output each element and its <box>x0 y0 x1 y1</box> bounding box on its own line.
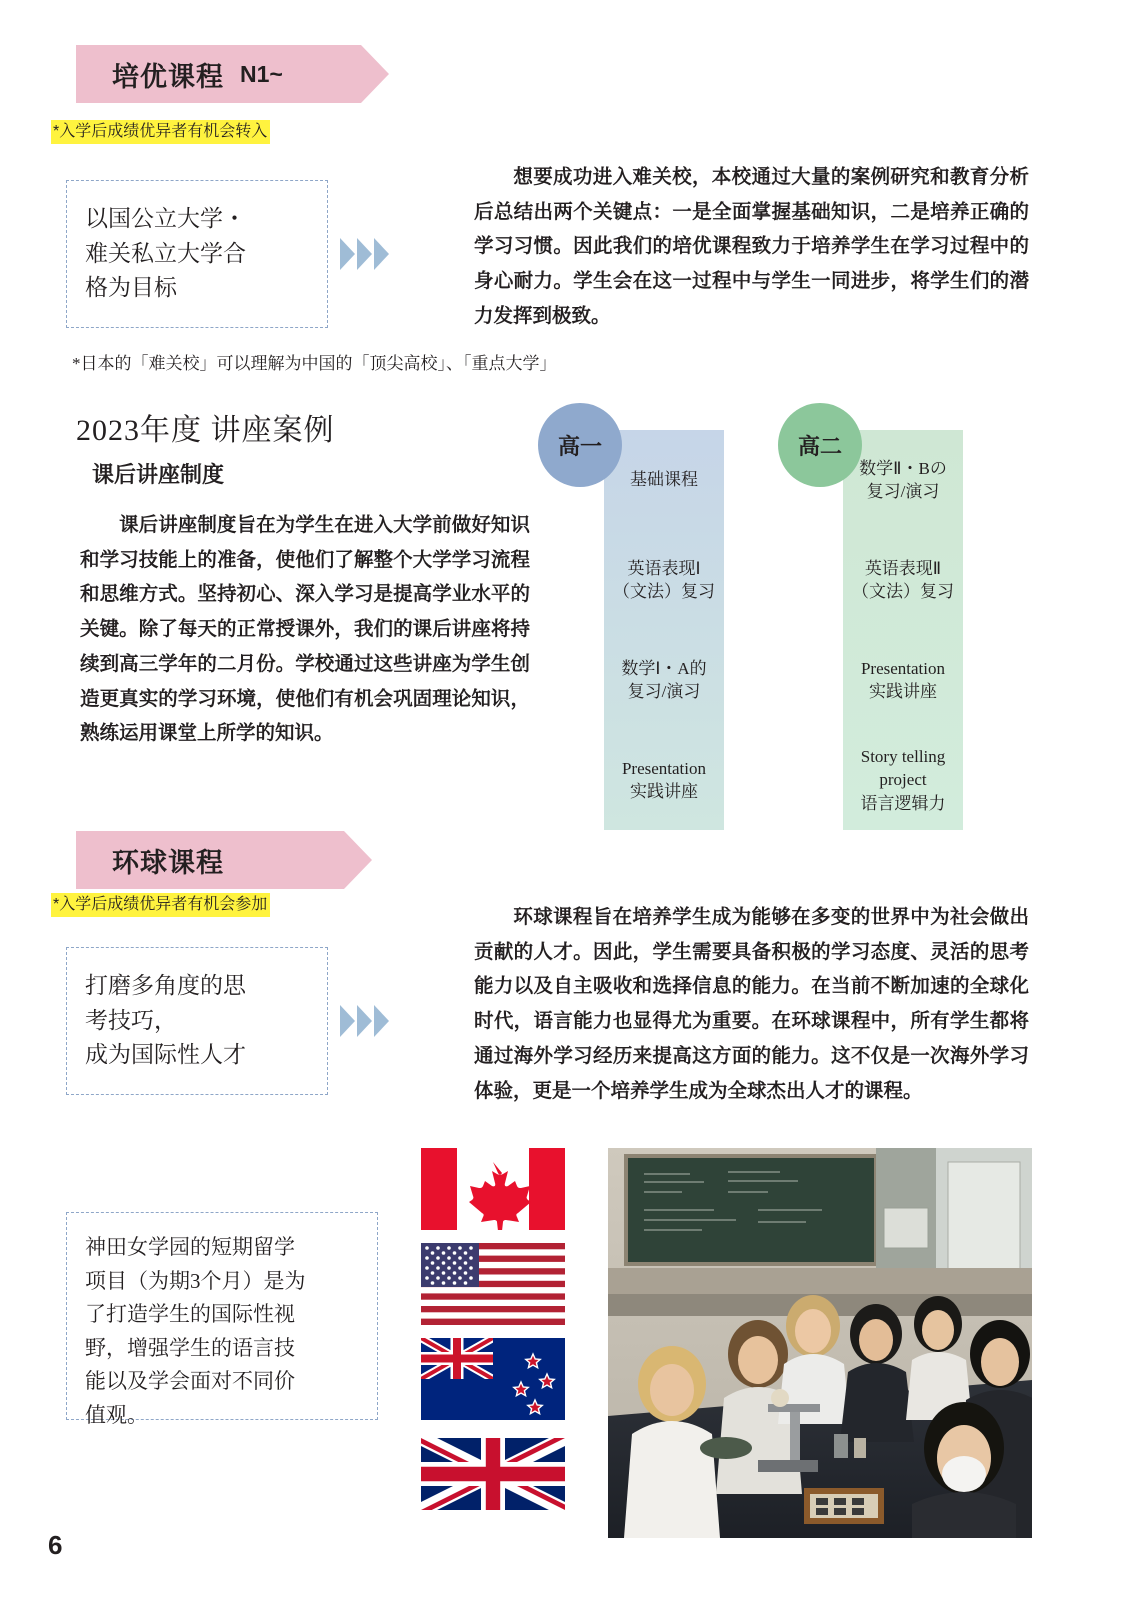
study-abroad-note-box <box>66 1212 378 1427</box>
photo-illustration <box>608 1148 1032 1538</box>
grade-cell-text-2: 复习/演习 <box>866 482 940 501</box>
banner-title: 培优课程 <box>112 61 224 92</box>
banner-title: 环球课程 <box>112 847 224 878</box>
grade-cell <box>604 430 724 530</box>
note-line-4: 野，增强学生的语言技 <box>85 1335 295 1360</box>
grade-cell-text-2: 实践讲座 <box>869 682 937 701</box>
note-line-1: 神田女学园的短期留学 <box>85 1235 295 1259</box>
grade-cell-text-2: （文法）复习 <box>852 582 954 601</box>
grade-badge-label: 高二 <box>797 433 842 459</box>
paragraph-lecture <box>80 508 530 751</box>
goal-box-global <box>66 947 328 1095</box>
grade-cell <box>843 730 963 830</box>
chevron-icon <box>357 238 372 270</box>
highlight-note-global: *入学后成绩优异者有机会参加 <box>51 893 270 917</box>
highlight-note-advanced: *入学后成绩优异者有机会转入 <box>51 120 270 144</box>
goal-line-1: 打磨多角度的思 <box>85 972 246 998</box>
goal-line-2: 考技巧， <box>85 1007 177 1033</box>
grade-cell-text: 英语表现Ⅱ <box>864 558 942 578</box>
lecture-subheading: 课后讲座制度 <box>92 462 225 487</box>
grade-cell-text: 英语表现Ⅰ <box>627 558 701 578</box>
note-line-6: 值观。 <box>85 1402 148 1427</box>
grade-cell-text: Presentation <box>860 658 946 678</box>
classroom-photo <box>608 1148 1032 1538</box>
paragraph-text: 课后讲座制度旨在为学生在进入大学前做好知识和学习技能上的准备，使他们了解整个大学学习流程和思维方式。坚持初心、深入学习是提高学业水平的关键。除了每天的正常授课外，我们的课后讲座将持续到高三学年的二月份。学校通过这些讲座为学生创造更真实的学习环境，使他们有机会巩固理论知识，熟练运用课堂上所学的知识。 <box>80 514 530 745</box>
grade-column-2 <box>843 430 963 830</box>
chevron-icon <box>340 238 355 270</box>
grade-cell-text: 数学Ⅱ・Bの <box>859 458 947 478</box>
grade-cell-text-2: 实践讲座 <box>630 782 698 801</box>
grade-badge-1 <box>538 403 622 487</box>
grade-badge-2 <box>778 403 862 487</box>
grade-cell <box>604 530 724 630</box>
goal-line-1: 以国公立大学・ <box>85 205 246 231</box>
paragraph-global-course <box>474 900 1029 1108</box>
note-line-5: 能以及学会面对不同价 <box>85 1369 295 1394</box>
grade-cell-text: 数学Ⅰ・A的 <box>621 658 707 678</box>
section-banner-advanced <box>76 45 361 103</box>
goal-line-2: 难关私立大学合 <box>85 240 246 266</box>
grade-cell-text: Story telling <box>860 746 946 766</box>
chevron-icon <box>374 1005 389 1037</box>
section-banner-global <box>76 831 344 889</box>
chevron-icon <box>374 238 389 270</box>
grade-cell-text: 基础课程 <box>630 470 698 490</box>
grade-cell <box>604 730 724 830</box>
paragraph-text: 环球课程旨在培养学生成为能够在多变的世界中为社会做出贡献的人才。因此，学生需要具备积极的学习态度、灵活的思考能力以及自主吸收和选择信息的能力。在当前不断加速的全球化时代，语言能力也显得尤为重要。在环球课程中，所有学生都将通过海外学习经历来提高这方面的能力。这不仅是一次海外学习体验，更是一个培养学生成为全球杰出人才的课程。 <box>474 906 1029 1102</box>
grade-cell <box>604 630 724 730</box>
grade-badge-label: 高一 <box>557 433 602 459</box>
goal-line-3: 格为目标 <box>85 275 177 301</box>
lecture-heading: 2023年度 讲座案例 <box>76 414 335 447</box>
grade-cell-text: Presentation <box>621 758 707 778</box>
chevron-icon <box>340 1005 355 1037</box>
chevron-arrows-advanced <box>340 238 389 270</box>
page-number: 6 <box>48 1530 63 1560</box>
grade-column-1 <box>604 430 724 830</box>
grade-cell <box>843 630 963 730</box>
paragraph-text: 想要成功进入难关校，本校通过大量的案例研究和教育分析后总结出两个关键点：一是全面掌握基础知识，二是培养正确的学习习惯。因此我们的培优课程致力于培养学生在学习过程中的身心耐力。学生会在这一过程中与学生一同进步，将学生们的潜力发挥到极致。 <box>474 166 1029 327</box>
note-line-3: 了打造学生的国际性视 <box>85 1302 295 1327</box>
new-zealand-flag <box>421 1338 565 1420</box>
paragraph-advanced-course <box>474 160 1029 334</box>
grade-cell-text-2: （文法）复习 <box>613 582 715 601</box>
grade-cell-text-3: 语言逻辑力 <box>860 793 946 813</box>
goal-box-advanced <box>66 180 328 328</box>
note-line-2: 项目（为期3个月）是为 <box>85 1268 306 1293</box>
grade-cell-text-2: 复习/演习 <box>627 682 701 701</box>
banner-subtitle: N1~ <box>240 60 283 87</box>
grade-cell-text-2: project <box>879 770 927 790</box>
canada-flag <box>421 1148 565 1230</box>
chevron-icon <box>357 1005 372 1037</box>
grade-cell <box>843 530 963 630</box>
uk-flag <box>421 1433 565 1515</box>
chevron-arrows-global <box>340 1005 389 1037</box>
footnote-advanced: *日本的「难关校」可以理解为中国的「顶尖高校」、「重点大学」 <box>72 354 557 373</box>
usa-flag <box>421 1243 565 1325</box>
goal-line-3: 成为国际性人才 <box>85 1042 246 1068</box>
